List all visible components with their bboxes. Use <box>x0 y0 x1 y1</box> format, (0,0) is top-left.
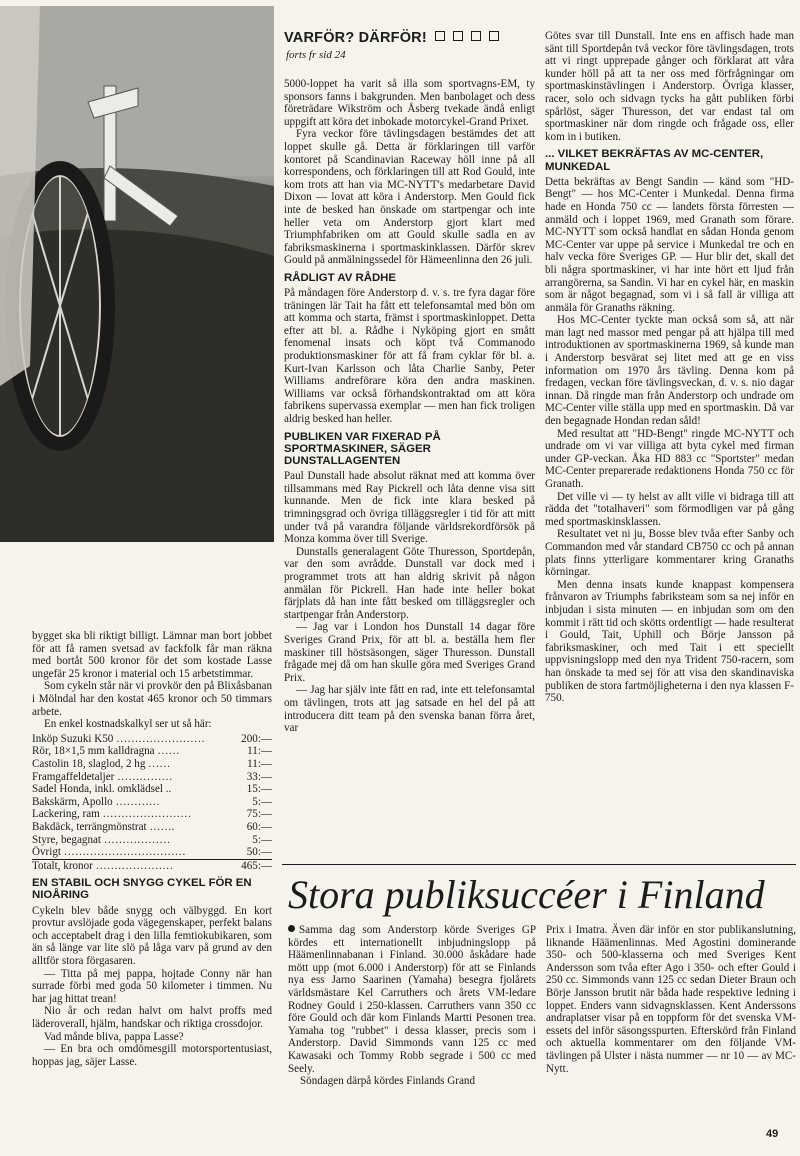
cost-price: 200:— <box>241 732 272 745</box>
column-right <box>545 30 794 705</box>
cost-table <box>32 733 272 873</box>
kicker-title: VARFÖR? DÄRFÖR! <box>284 30 427 46</box>
paragraph: Vad månde bliva, pappa Lasse? <box>44 1030 184 1043</box>
cost-total-row <box>32 859 272 873</box>
paragraph: — En bra och omdömesgill motorsportentusiast, hoppas jag, säjer Lasse. <box>32 1043 272 1068</box>
cost-price: 11:— <box>247 745 272 758</box>
cost-item: Totalt, kronor ………………… <box>32 859 174 872</box>
paragraph: Prix i Imatra. Även där inför en stor publikanslutning, liknande Häämenlinnas. Med Agostini dominerande 350- och 500-klasserna och med Sveriges Kent Andersson som tvåa efter Ago i 350- och efter Gould i 250 cc. Simmonds vann 125 cc sedan Dieter Braun och Börje Jansson brutit när båda hade respektive ledning i loppet. Enders vann sidvagnsklassen. Kent Anderssons andraplatser visar på en toppform för det svenska VM-essets del inför säsongsspurten. Efterskörd från Finland och aktuella kommentarer om den följande VM-tävlingen på Ulster i nästa nummer — nr 10 — av MC-Nytt. <box>546 924 796 1075</box>
cost-price: 11:— <box>247 757 272 770</box>
paragraph: Götes svar till Dunstall. Inte ens en affisch hade man sänt till Sportdepån två veckor före tävlingsdagen, trots att vi ringt upprepade gånger och förklarat att våra kunder höll på att ta ner oss med förfrågningar om sportmaskinstävlingen i Anderstorp. Övriga klasser, racer, solo och sidvagn tycks ha gått publiken förbi spårlöst, säger Thuresson, det var endast tal om sportmaskiner när dom ringde och frågade oss, eller kom in i butiken. <box>545 30 794 143</box>
cost-item: Castolin 18, slaglod, 2 hg …… <box>32 757 171 770</box>
cost-item: Lackering, ram …………………… <box>32 808 192 821</box>
finland-headline: Stora publiksuccéer i Finland <box>288 872 765 917</box>
cost-row <box>32 771 272 784</box>
cost-row <box>32 783 272 796</box>
subheading: PUBLIKEN VAR FIXERAD PÅ SPORTMASKINER, SÄGER DUNSTALLAGENTEN <box>284 430 441 468</box>
paragraph: Men denna insats kunde knappast kompensera frånvaron av Triumphs fabriksteam som sa nej inför en inbjudan i sista minuten — en inbjudan som om den kommit i rätt tid och skötts ordentligt — hade resulterat i Gould, Tait, Uphill och Börje Jansson på fabriksmaskiner, och med Tait i ett speciellt uppvisningslopp med den nya Trident 750-racern, som han önskade ta med sej för att visa den skandinaviska publiken de stora fartmöjligheterna i den nya klassen F-750. <box>545 578 794 705</box>
paragraph: På måndagen före Anderstorp d. v. s. tre fyra dagar före träningen lär Tait ha fått ett telefonsamtal med bön om att komma och starta, främst i sportmaskinloppet. Detta efter att bl. a. Rådhe i Nyköping gjort en smått fenomenal insats och köpt två Commanodo produktionsmaskiner för att få fram cyklar för bl. a. Kurt-Ivan Karlsson och låta Charlie Sanby, Peter Williams andreförare köra den andra maskinen. Williams var också förhandskontraktad om att köra fabrikens supervassa exemplar — men han fick troligen aldrig besked han heller. <box>284 287 535 426</box>
paragraph: En enkel kostnadskalkyl ser ut så här: <box>44 718 212 731</box>
paragraph: bygget ska bli riktigt billigt. Lämnar man bort jobbet för att få ramen svetsad av fackfolk får man räkna med bortåt 500 kronor för det som kostade Lasse ungefär 25 kronor i material och 15 arbetstimmar. <box>32 630 272 680</box>
square-icon <box>435 31 445 41</box>
cost-price: 5:— <box>252 833 272 846</box>
cost-price: 60:— <box>246 820 272 833</box>
paragraph: Dunstalls generalagent Göte Thuresson, Sportdepån, var den som avrådde. Dunstall var dock med i programmet trots att han aldrig skrivit på någon anmälan för Pickrell. Han hade inte heller bokat färjplats då han inte fått besked om tilläggsregler och startpengar från Anderstorp. <box>284 545 535 621</box>
subheading: EN STABIL OCH SNYGG CYKEL FÖR EN NIOÅRING <box>32 877 252 902</box>
paragraph-text: Samma dag som Anderstorp körde Sveriges GP kördes ett internationellt inbjudningslopp på Häämenlinnabanan i Finland. 30.000 åskådare hade mött upp (mot 6.000 i Anderstorp) för att se Finlands nya ess Jarno Saarinen (Yamaha) besegra fjolårets världsmästare Kel Carruthers och årets VM-ledare Rodney Gould i 250-klassen. Carruthers vann 350 cc före Gould och där kom Finlands Martti Pesonen trea. Yamaha tog "rubbet" i dessa klasser, precis som i Anderstorp. David Simmonds vann 125 cc med Kawasaki och Tommy Robb segrade i 500 cc med Seely. <box>288 924 536 1075</box>
cost-price: 465:— <box>241 859 272 872</box>
cost-item: Framgaffeldetaljer …………… <box>32 770 173 783</box>
cost-item: Bakskärm, Apollo ………… <box>32 795 160 808</box>
cost-item: Sadel Honda, inkl. omklädsel .. <box>32 783 172 796</box>
finland-column-right <box>546 924 796 1075</box>
paragraph <box>288 924 536 1075</box>
cost-price: 5:— <box>252 795 272 808</box>
paragraph: Cykeln blev både snygg och välbyggd. En kort provtur avslöjade goda vägegenskaper, perfekt balans och acceptabelt drag i den lilla femtiokubikaren, som än så länge var lite slö på låga varv på grund av den alltför stora förgasaren. <box>32 904 272 968</box>
paragraph: Fyra veckor före tävlingsdagen bestämdes det att loppet skulle gå. Detta är förklaringen till varför kontoret på Scandinavian Raceway höll inne på all korrespondens, och förklaringen till att Rod Gould, inte kom trots att han via MC-NYTT's medarbetare David Dixon — lovat att köra i Anderstorp. Men Gould fick inte de besked han önskade om startpengar och inte heller veta om Anderstorp gjort klart med Triumphfabriken om att Gould skulle sadla en av fabriksmaskinerna i sportmaskinklassen. Därför skrev Gould på anmälningssedel för Hämeenlinna den 26 juli. <box>284 128 535 267</box>
paragraph: Detta bekräftas av Bengt Sandin — känd som "HD-Bengt" — hos MC-Center i Munkedal. Denna firma hade en Honda 750 cc — landets första förresten — anmäld och i loppet 1969, med Granath som förare. MC-NYTT som också handlat en sådan Honda genom MC-Center var uppe på service i Munkedal tre och en halv vecka före Sveriges GP. — Hur blir det, skall det bli några sportmaskiner, vi har inte hört ett ljud från arrangörerna, sa Sandin. Vi har en cykel här, en maskin som är något begagnad, som vi i så fall är villiga att anmäla för Granaths räkning. <box>545 175 794 314</box>
paragraph: Det ville vi — ty helst av allt ville vi bidraga till att rädda det "totalhaveri" som förmodligen var på gång med sportmaskinsklassen. <box>545 490 794 528</box>
divider <box>282 864 796 865</box>
motorcycle-photo-art <box>0 6 274 542</box>
paragraph: — Titta på mej pappa, hojtade Conny när han surrade förbi med goda 50 kilometer i timmen. Nu har jag hittat trean! <box>32 967 272 1005</box>
column-middle <box>284 78 535 735</box>
paragraph: 5000-loppet ha varit så illa som sportvagns-EM, ty sponsors fanns i bakgrunden. Men banbolaget och dess företrädare Wikström och Åsberg tvekade ändå enligt uppgift att köra det inbokade motorcykel-Grand Prixet. <box>284 78 535 128</box>
cost-row <box>32 821 272 834</box>
paragraph: Med resultat att "HD-Bengt" ringde MC-NYTT och undrade om vi var villiga att byta cykel med firman under GP-veckan. Åka HD 883 cc "Sportster" medan MC-Center preparerade redaktionens Honda 750 cc för Granath. <box>545 427 794 490</box>
square-icon <box>471 31 481 41</box>
cost-item: Övrigt …………………………… <box>32 846 186 859</box>
cost-row <box>32 846 272 859</box>
paragraph: Paul Dunstall hade absolut räknat med att komma över tillsammans med Ray Pickrell och låta denne visa sitt kunnande. Men de fick inte klara besked på trimningsgrad och övriga tilläggsregler i tid för att mitt under två på varandra följande världsrekordförsök på Monza komma över till Sverige. <box>284 470 535 546</box>
cost-item: Bakdäck, terrängmönstrat ……. <box>32 820 175 833</box>
cost-item: Styre, begagnat ……………… <box>32 833 171 846</box>
finland-column-left <box>288 924 536 1088</box>
column-left <box>32 630 272 1068</box>
paragraph: Som cykeln står när vi provkör den på Blixåsbanan i Mölndal har den kostat 465 kronor och 50 timmars arbete. <box>32 680 272 718</box>
subheading: ... VILKET BEKRÄFTAS AV MC-CENTER, MUNKEDAL <box>545 148 764 173</box>
cost-row <box>32 758 272 771</box>
page-number: 49 <box>766 1128 779 1140</box>
paragraph: — Jag var i London hos Dunstall 14 dagar före Sveriges Grand Prix, för att bl. a. beställa hem fler maskiner till höstsäsongen, säger Thuresson. Dunstall frågade mej då om han skulle göra med Sveriges Grand Prix. <box>284 621 535 684</box>
cost-price: 33:— <box>246 770 272 783</box>
paragraph: — Jag har själv inte fått en rad, inte ett telefonsamtal om tävlingen, trots att jag satsade en hel del på att introducera ditt team på den svenska banan förra året, var <box>284 684 535 735</box>
cost-price: 50:— <box>246 846 272 859</box>
continued-from: forts fr sid 24 <box>286 49 346 61</box>
motorcycle-photo <box>0 6 274 542</box>
paragraph: Resultatet vet ni ju, Bosse blev tvåa efter Sanby och Commandon med vår standard CB750 cc och på annan plats finns ytterligare kommentarer kring Granaths körningar. <box>545 528 794 579</box>
paragraph: Söndagen därpå kördes Finlands Grand <box>300 1075 475 1088</box>
cost-row <box>32 834 272 847</box>
cost-price: 15:— <box>246 783 272 796</box>
cost-row <box>32 733 272 746</box>
cost-price: 75:— <box>246 808 272 821</box>
cost-row <box>32 808 272 821</box>
cost-row <box>32 796 272 809</box>
cost-item: Inköp Suzuki K50 …………………… <box>32 732 205 745</box>
kicker-heading <box>284 30 499 46</box>
square-icon <box>453 31 463 41</box>
cost-item: Rör, 18×1,5 mm kalldragna …… <box>32 745 180 758</box>
subheading: RÅDLIGT AV RÅDHE <box>284 271 397 284</box>
cost-row <box>32 745 272 758</box>
square-icon <box>489 31 499 41</box>
paragraph: Nio år och redan halvt om halvt proffs med läderoverall, hjälm, handskar och riktiga crossdojor. <box>32 1005 272 1031</box>
paragraph: Hos MC-Center tyckte man också som så, att när man lagt ned massor med pengar på att hjälpa till med introduktionen av sportmaskinerna 1969, så kunde man i Anderstorp besvärat sej litet med att ge en viss information om 1970 års tävling. Denna kom på fredagen, veckan före tävlingsveckan, d. v. s. nio dagar innan. Då ringde man från Anderstorp och undrade om MC-Center ville ställa upp med en sportmaskin. Då var den begagnade Hondan redan såld! <box>545 314 794 428</box>
bullet-icon <box>288 925 295 932</box>
